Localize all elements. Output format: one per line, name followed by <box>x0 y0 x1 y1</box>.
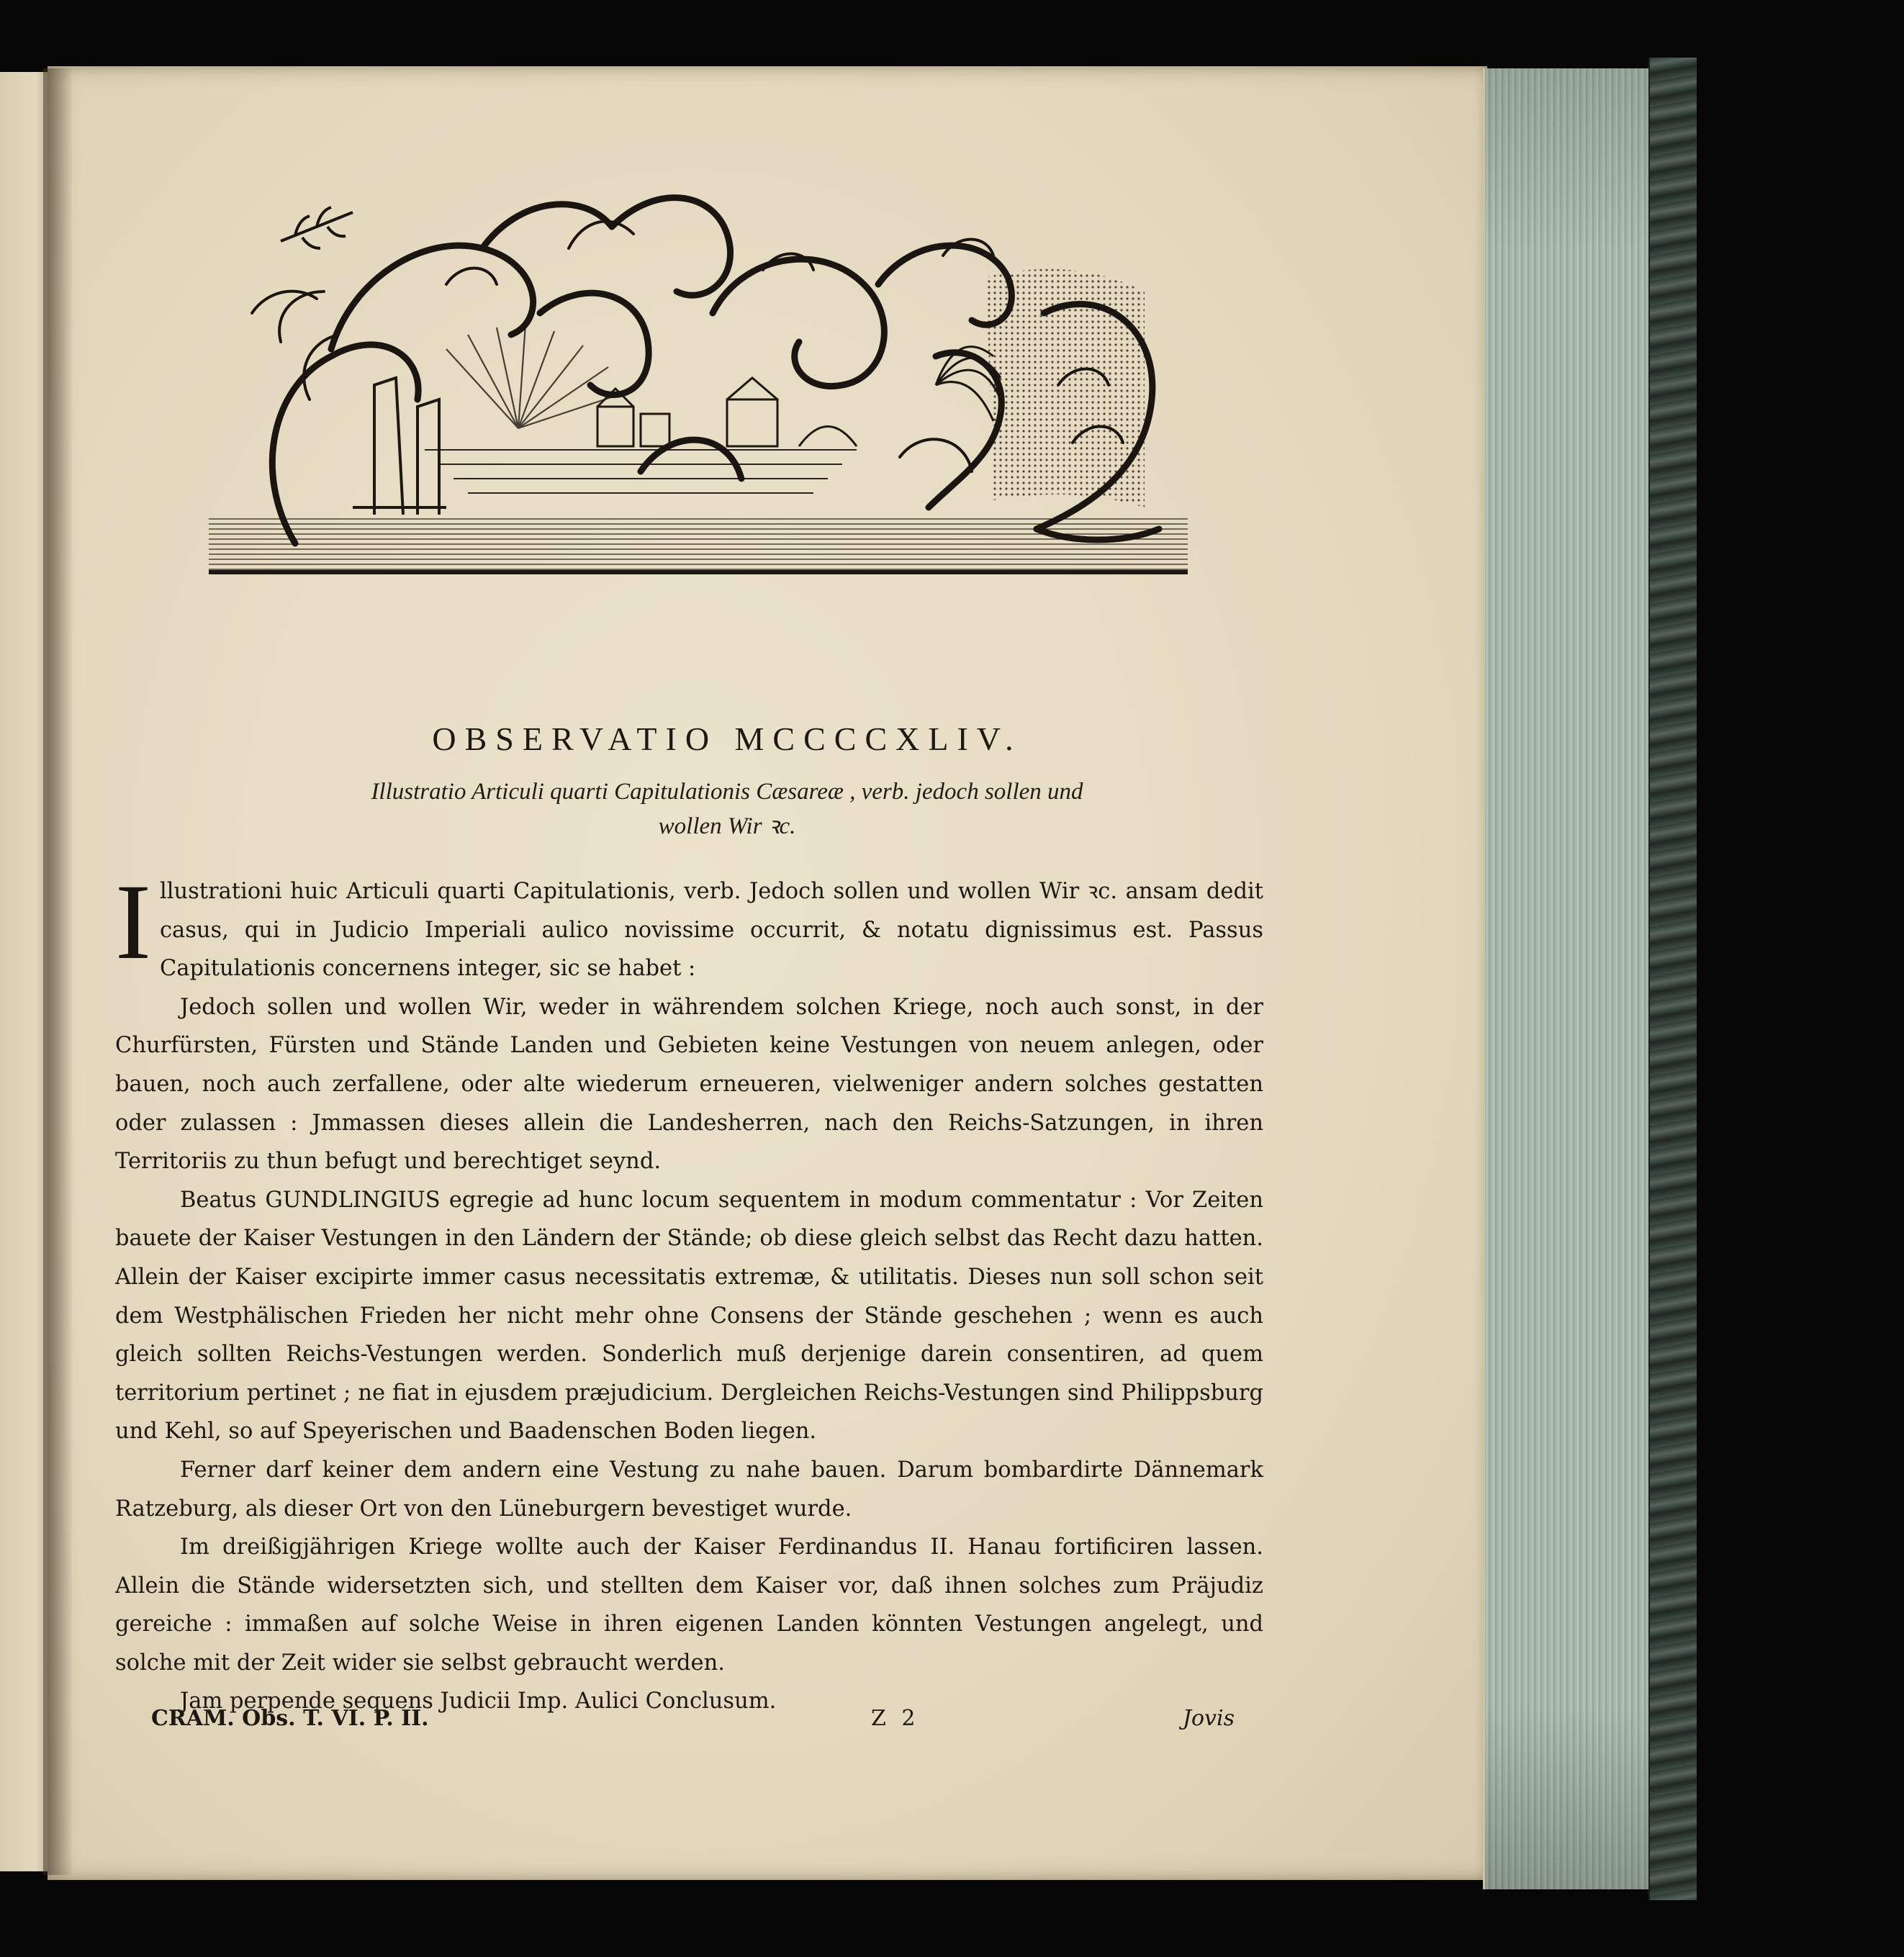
footer-catchword: Jovis <box>1182 1706 1235 1731</box>
footer-signature: CRAM. Obs. T. VI. P. II. <box>151 1706 429 1731</box>
observation-subtitle <box>166 774 1289 844</box>
paragraph-2: Jedoch sollen und wollen Wir, weder in währendem solchen Kriege, noch auch sonst, in der Churfürsten, Fürsten und Stände Landen und Gebieten keine Vestungen von neuem anlegen, oder bauen, noch auch zerfallene, oder alte wiederum erneueren, vielweniger andern solches gestatten oder zulassen : Jmmassen dieses allein die Landesherren, nach den Reichs-Satzungen, in ihren Territoriis zu thun befugt und berechtiget seynd. <box>115 994 1263 1175</box>
page-block-edges <box>1483 68 1654 1889</box>
subtitle-line-2: wollen Wir ꝛc. <box>658 813 796 839</box>
page-footer <box>151 1706 1235 1742</box>
paragraph-1-text: llustrationi huic Articuli quarti Capitulationis, verb. Jedoch sollen und wollen Wir ꝛc. ansam dedit casus, qui in Judicio Imperiali aulico novissime occurrit, & notatu dignissimus est. Passus Capitulationis concernens integer, sic se habet : <box>159 879 1263 982</box>
drop-cap: I <box>115 862 151 982</box>
marbled-cover <box>1648 58 1697 1900</box>
paragraph-4: Ferner darf keiner dem andern eine Vestung zu nahe bauen. Darum bombardirte Dännemark Ratzeburg, als dieser Ort von den Lüneburgern bevestiget wurde. <box>115 1457 1263 1522</box>
page-gutter-shadow <box>43 68 72 1875</box>
body-text <box>115 862 1263 1721</box>
paragraph-6: Jam perpende sequens Judicii Imp. Aulici Conclusum. <box>180 1689 777 1714</box>
observation-title: OBSERVATIO MCCCCXLIV. <box>432 720 1022 757</box>
footer-sheet-mark: Z 2 <box>871 1706 920 1731</box>
headpiece-ornament <box>209 169 1188 579</box>
paragraph-3: Beatus GUNDLINGIUS egregie ad hunc locum sequentem in modum commentatur : Vor Zeiten bauete der Kaiser Vestungen in den Ländern der Stände; ob diese gleich selbst das Recht dazu hatten. Allein der Kaiser excipirte immer casus necessitatis extremæ, & utilitatis. Dieses nun soll schon seit dem Westphälischen Frieden her nicht mehr ohne Consens der Stände geschehen ; wenn es auch gleich sollten Reichs-Vestungen werden. Sonderlich muß derjenige darein consentiren, ad quem territorium pertinet ; ne fiat in ejusdem præjudicium. Dergleichen Reichs-Vestungen sind Philippsburg und Kehl, so auf Speyerischen und Baadenschen Boden liegen. <box>115 1187 1263 1445</box>
paragraph-1 <box>115 862 1263 988</box>
paragraph-5: Im dreißigjährigen Kriege wollte auch der Kaiser Ferdinandus II. Hanau fortificiren lassen. Allein die Stände widersetzten sich, und stellten dem Kaiser vor, daß ihnen solches zum Präjudiz gereiche : immaßen auf solche Weise in ihren eigenen Landen könnten Vestungen angelegt, und solche mit der Zeit wider sie selbst gebraucht werden. <box>115 1535 1263 1676</box>
subtitle-line-1: Illustratio Articuli quarti Capitulationis Cæsareæ , verb. jedoch sollen und <box>371 779 1083 805</box>
